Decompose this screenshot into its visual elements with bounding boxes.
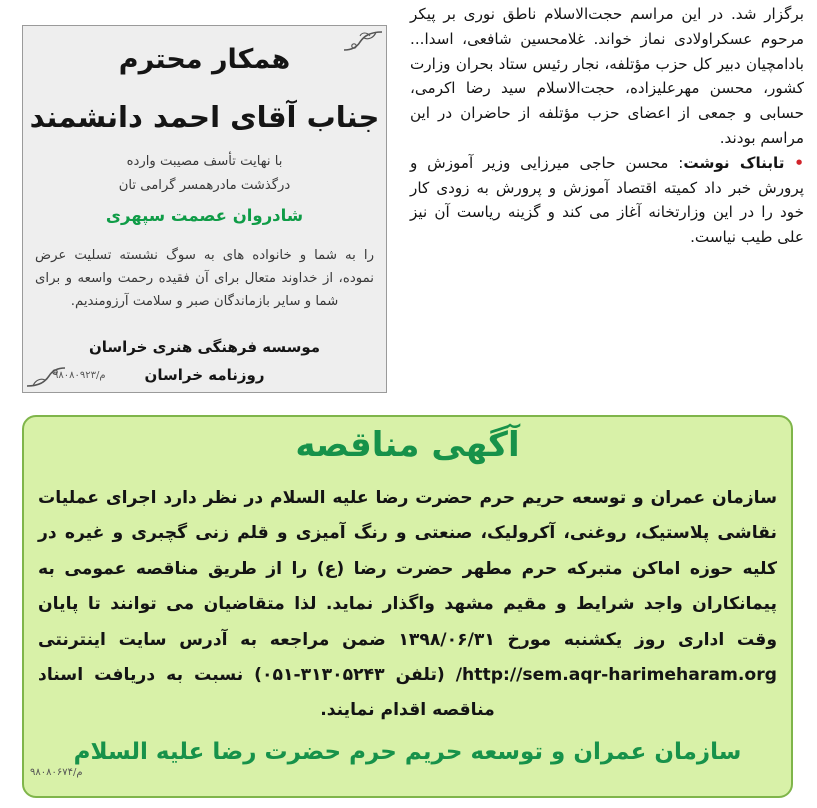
- condolence-title: همکار محترم: [118, 44, 291, 75]
- condolence-signature-1: موسسه فرهنگی هنری خراسان: [88, 338, 321, 356]
- ad-code: م/۹۸۰۸۰۶۷۴: [30, 767, 83, 778]
- condolence-body: را به شما و خانواده های به سوگ نشسته تسلیت عرض نموده، از خداوند متعال برای آن فقیده رحمت واسعه و برای شما و سایر بازماندگان صبر و سلامت آرزومندیم.: [35, 248, 374, 309]
- news-paragraph-1: برگزار شد. در این مراسم حجت‌الاسلام ناطق نوری بر پیکر مرحوم عسکراولادی نماز خواند. غلامحسین شافعی، اسدا... بادامچیان دبیر کل حزب مؤتلفه، نجار رئیس ستاد بحران وزارت کشور، محسن مهرعلیزاده، حجت‌الاسلام سید رضا اکرمی، حسابی و جمعی از اعضای حزب مؤتلفه از حاضران در این مراسم بودند.: [410, 5, 804, 147]
- news-paragraph-2: [410, 151, 804, 250]
- deceased-name: شادروان عصمت سپهری: [105, 206, 304, 225]
- condolence-line-2: درگذشت مادرهمسر گرامی تان: [118, 178, 291, 193]
- condolence-recipient: جناب آقای احمد دانشمند: [29, 100, 380, 134]
- news-bullet: •: [794, 153, 805, 172]
- condolence-ad: [22, 25, 387, 393]
- tender-body: سازمان عمران و توسعه حریم حرم حضرت رضا علیه السلام در نظر دارد اجرای عملیات نقاشی پلاستیک، روغنی، آکرولیک، صنعتی و رنگ آمیزی و قلم زنی گچبری و غیره در کلیه حوزه اماکن متبرکه حرم مطهر حضرت رضا (ع) را از طریق مناقصه عمومی به پیمانکاران واجد شرایط و مقیم مشهد واگذار نماید. لذا متقاضیان می توانند تا پایان وقت اداری روز یکشنبه مورخ ۱۳۹۸/۰۶/۳۱ ضمن مراجعه به آدرس سایت اینترنتی http://sem.aqr-harimeharam.org/ (تلفن ۳۱۳۰۵۲۴۳-۰۵۱) نسبت به دریافت اسناد مناقصه اقدام نمایند.: [38, 488, 777, 721]
- news-kicker: تابناک نوشت: [683, 153, 785, 172]
- tender-footer: سازمان عمران و توسعه حریم حرم حضرت رضا علیه السلام: [73, 739, 742, 765]
- tender-title: آگهی مناقصه: [295, 425, 520, 465]
- ad-code: م/۹۸۰۸۰۹۲۳: [53, 370, 106, 381]
- tender-ad: [22, 415, 793, 798]
- condolence-signature-2: روزنامه خراسان: [144, 366, 265, 384]
- news-paragraph-2-text: : محسن حاجی میرزایی وزیر آموزش و پرورش خبر داد کمیته اقتصاد آموزش و پرورش به زودی کار خود را در این وزارتخانه آغاز می کند و گزینه ریاست آن نیز علی طیب نیاست.: [410, 153, 804, 247]
- condolence-line-1: با نهایت تأسف مصیبت وارده: [126, 154, 283, 169]
- news-column: [410, 2, 804, 362]
